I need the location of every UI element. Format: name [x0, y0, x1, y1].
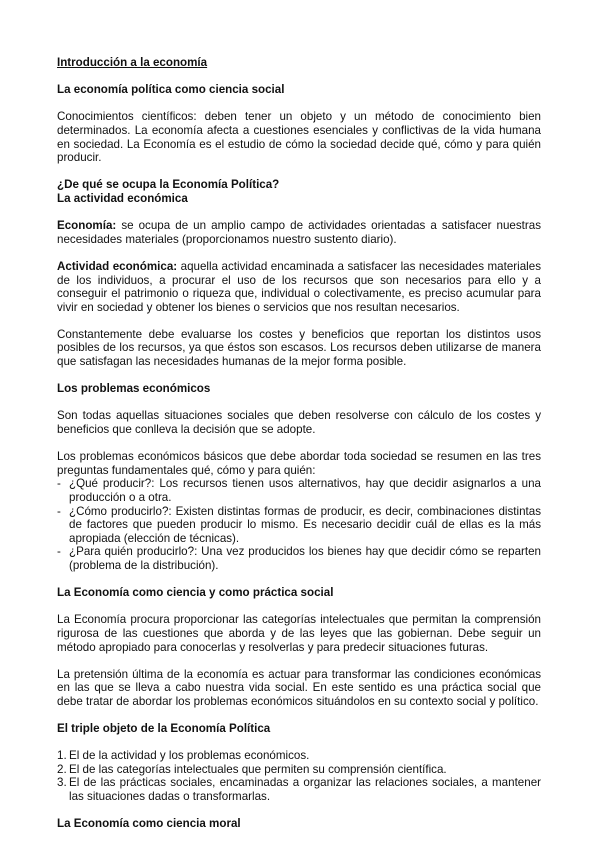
section-heading-economia-politica: La economía política como ciencia social	[57, 83, 285, 97]
list-number: 1.	[57, 749, 67, 763]
section-heading-de-que-se-ocupa: ¿De qué se ocupa la Economía Política?	[57, 178, 280, 192]
spacer	[57, 736, 541, 750]
list-item	[57, 749, 541, 763]
spacer	[57, 206, 541, 220]
paragraph-pretension-ultima: La pretensión última de la economía es actuar para transformar las condiciones económicas en las que se lleva a cabo nuestra vida social. En este sentido es una práctica social que debe tratar de abordar los problemas económicos situándolos en su contexto social y político.	[57, 667, 541, 708]
list-item: - ¿Para quién producirlo?: Una vez producidos los bienes hay que decidir cómo se reparten (problema de la distribución).	[57, 545, 541, 572]
section-heading-ciencia-moral: La Economía como ciencia moral	[57, 817, 241, 831]
paragraph-problemas-basicos: Los problemas económicos básicos que debe abordar toda sociedad se resumen en las tres preguntas fundamentales qué, cómo y para quién:	[57, 450, 541, 477]
paragraph-conocimientos: Conocimientos científicos: deben tener un objeto y un método de conocimiento bien determinados. La economía afecta a cuestiones esenciales y conflictivas de la vida humana en sociedad. La Economía es el estudio de cómo la sociedad decide qué, cómo y para quién producir.	[57, 110, 541, 165]
list-text: El de las categorías intelectuales que permiten su comprensión científica.	[69, 762, 447, 776]
spacer	[57, 314, 541, 328]
paragraph-costes-beneficios: Constantemente debe evaluarse los costes y beneficios que reportan los distintos usos posibles de los recursos, ya que éstos son escasos. Los recursos deben utilizarse de manera que satisfagan las necesidades humanas de la mejor forma posible.	[57, 327, 541, 369]
section-heading-problemas-economicos: Los problemas económicos	[57, 382, 211, 396]
spacer	[57, 369, 541, 383]
paragraph-categorias-intelectuales: La Economía procura proporcionar las categorías intelectuales que permitan la comprensión rigurosa de las cuestiones que aborda y de las leyes que las gobiernan. Debe seguir un método apropiado para conocerlas y resolverlas y para predecir situaciones futuras.	[57, 613, 541, 654]
paragraph-actividad-definicion	[57, 260, 541, 314]
spacer	[57, 573, 541, 587]
triple-objeto-list	[57, 749, 541, 803]
list-text: El de la actividad y los problemas económicos.	[69, 749, 310, 763]
spacer	[57, 709, 541, 723]
spacer	[57, 165, 541, 179]
section-heading-triple-objeto: El triple objeto de la Economía Política	[57, 722, 271, 736]
spacer	[57, 600, 541, 614]
list-item	[57, 776, 541, 803]
list-number: 2.	[57, 762, 67, 776]
list-item: - ¿Qué producir?: Los recursos tienen usos alternativos, hay que decidir asignarlos a una producción o a otra.	[57, 477, 541, 504]
spacer	[57, 70, 541, 84]
list-item	[57, 763, 541, 777]
spacer	[57, 804, 541, 818]
paragraph-situaciones-sociales: Son todas aquellas situaciones sociales que deben resolverse con cálculo de los costes y beneficios que conlleva la decisión que se adopte.	[57, 409, 541, 437]
list-item: - ¿Cómo producirlo?: Existen distintas formas de producir, es decir, combinaciones distintas de factores que pueden producir lo mismo. Es necesario decidir cuál de ellas es la más apropiada (elección de técnicas).	[57, 505, 541, 546]
spacer	[57, 396, 541, 410]
section-heading-actividad-economica: La actividad económica	[57, 191, 188, 205]
term-economia: Economía:	[57, 219, 117, 233]
list-text: El de las prácticas sociales, encaminadas a organizar las relaciones sociales, a mantener las situaciones dadas o transformarlas.	[69, 776, 541, 804]
section-heading-ciencia-practica: La Economía como ciencia y como práctica social	[57, 586, 334, 600]
document-title: Introducción a la economía	[57, 56, 208, 69]
spacer	[57, 246, 541, 260]
document-page	[57, 56, 541, 831]
paragraph-economia-definicion	[57, 219, 541, 246]
definition-economia: se ocupa de un amplio campo de actividades orientadas a satisfacer nuestras necesidades materiales (proporcionamos nuestro sustento diario).	[57, 219, 541, 246]
preguntas-list	[57, 477, 541, 572]
list-number: 3.	[57, 776, 67, 790]
definition-actividad-economica: aquella actividad encaminada a satisfacer las necesidades materiales de los individuos, a procurar el uso de los recursos que son necesarios para ello y a conseguir el patrimonio o riqueza que, individual o colectivamente, es preciso acumular para vivir en sociedad y obtener los bienes o servicios que nos resultan necesarios.	[57, 259, 541, 314]
spacer	[57, 437, 541, 451]
term-actividad-economica: Actividad económica:	[57, 259, 178, 273]
spacer	[57, 654, 541, 668]
spacer	[57, 97, 541, 111]
